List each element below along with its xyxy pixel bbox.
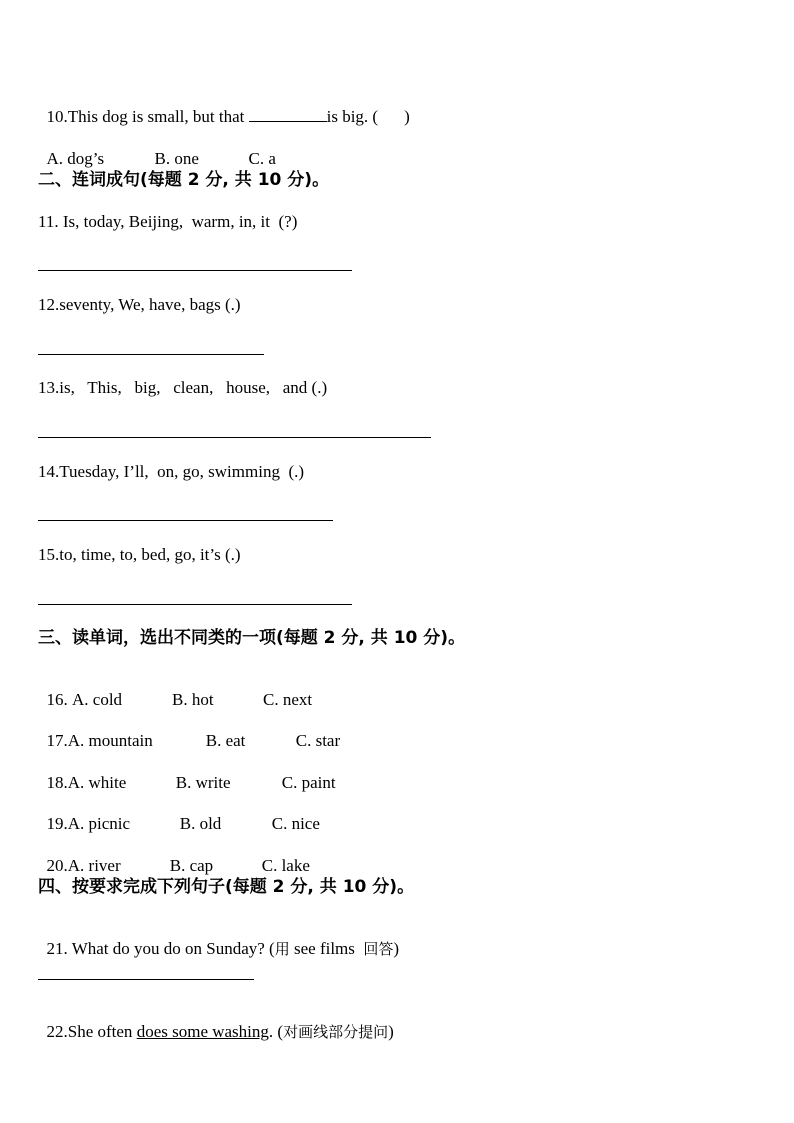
- q19-number: 19.: [46, 814, 68, 833]
- q21-answer-line[interactable]: [38, 979, 254, 980]
- q17-option-c[interactable]: C. star: [295, 731, 341, 750]
- q10-answer-blank[interactable]: [249, 107, 327, 122]
- q21-end: ): [393, 939, 400, 958]
- q21-cn-use: 用: [274, 940, 290, 958]
- q19-option-c[interactable]: C. nice: [271, 814, 320, 833]
- section-4-title: 四、按要求完成下列句子(每题 2 分, 共 10 分)。: [38, 877, 415, 897]
- q22-underlined-phrase: does some washing: [136, 1022, 269, 1041]
- question-17: [38, 711, 340, 751]
- q17-option-a[interactable]: A. mountain: [67, 731, 153, 750]
- q22-end: ): [388, 1022, 394, 1041]
- question-18: [38, 753, 336, 793]
- q15-answer-line[interactable]: [38, 604, 352, 605]
- q19-option-b[interactable]: B. old: [179, 814, 222, 833]
- q22-cn-instruction: 对画线部分提问: [283, 1023, 389, 1041]
- q20-option-c[interactable]: C. lake: [261, 856, 310, 875]
- q10-text-before: This dog is small, but that: [67, 107, 249, 126]
- q10-option-b[interactable]: B. one: [154, 149, 199, 168]
- question-19: [38, 794, 320, 834]
- q17-number: 17.: [46, 731, 68, 750]
- q12-answer-line[interactable]: [38, 354, 264, 355]
- q21-cn-answer: 回答: [363, 940, 394, 958]
- question-15: 15.to, time, to, bed, go, it’s (.): [38, 545, 241, 564]
- q10-option-a[interactable]: A. dog’s: [46, 149, 105, 168]
- section-3-title: 三、读单词，选出不同类的一项(每题 2 分, 共 10 分)。: [38, 628, 466, 648]
- q16-option-a[interactable]: A. cold: [72, 690, 123, 709]
- question-21: [38, 919, 399, 959]
- q16-option-b[interactable]: B. hot: [172, 690, 214, 709]
- q10-text-after: is big. (: [326, 107, 379, 126]
- question-10: [38, 87, 410, 127]
- question-12: 12.seventy, We, have, bags (.): [38, 295, 241, 314]
- q17-option-b[interactable]: B. eat: [205, 731, 246, 750]
- q16-option-c[interactable]: C. next: [263, 690, 313, 709]
- q18-option-b[interactable]: B. write: [175, 773, 231, 792]
- q21-mid: see films: [289, 939, 364, 958]
- question-11: 11. Is, today, Beijing, warm, in, it (?): [38, 212, 298, 231]
- q10-options: [38, 129, 276, 169]
- question-16: [38, 670, 312, 710]
- q22-prefix: 22.She often: [46, 1022, 137, 1041]
- section-2-title: 二、连词成句(每题 2 分, 共 10 分)。: [38, 170, 330, 190]
- q18-number: 18.: [46, 773, 68, 792]
- q18-option-c[interactable]: C. paint: [281, 773, 336, 792]
- q18-option-a[interactable]: A. white: [67, 773, 127, 792]
- q11-answer-line[interactable]: [38, 270, 352, 271]
- q10-option-c[interactable]: C. a: [248, 149, 276, 168]
- q16-number: 16.: [46, 690, 72, 709]
- q14-answer-line[interactable]: [38, 520, 333, 521]
- q22-suffix: . (: [268, 1022, 284, 1041]
- question-13: 13.is, This, big, clean, house, and (.): [38, 378, 328, 397]
- q13-answer-line[interactable]: [38, 437, 431, 438]
- q20-number: 20.: [46, 856, 68, 875]
- q20-option-a[interactable]: A. river: [67, 856, 121, 875]
- q10-paren-close: ): [404, 107, 410, 126]
- q20-option-b[interactable]: B. cap: [169, 856, 214, 875]
- q21-text: 21. What do you do on Sunday? (: [46, 939, 275, 958]
- q10-number: 10.: [46, 107, 68, 126]
- question-14: 14.Tuesday, I’ll, on, go, swimming (.): [38, 462, 305, 481]
- question-20: [38, 836, 310, 876]
- question-22: [38, 1002, 394, 1042]
- q19-option-a[interactable]: A. picnic: [67, 814, 131, 833]
